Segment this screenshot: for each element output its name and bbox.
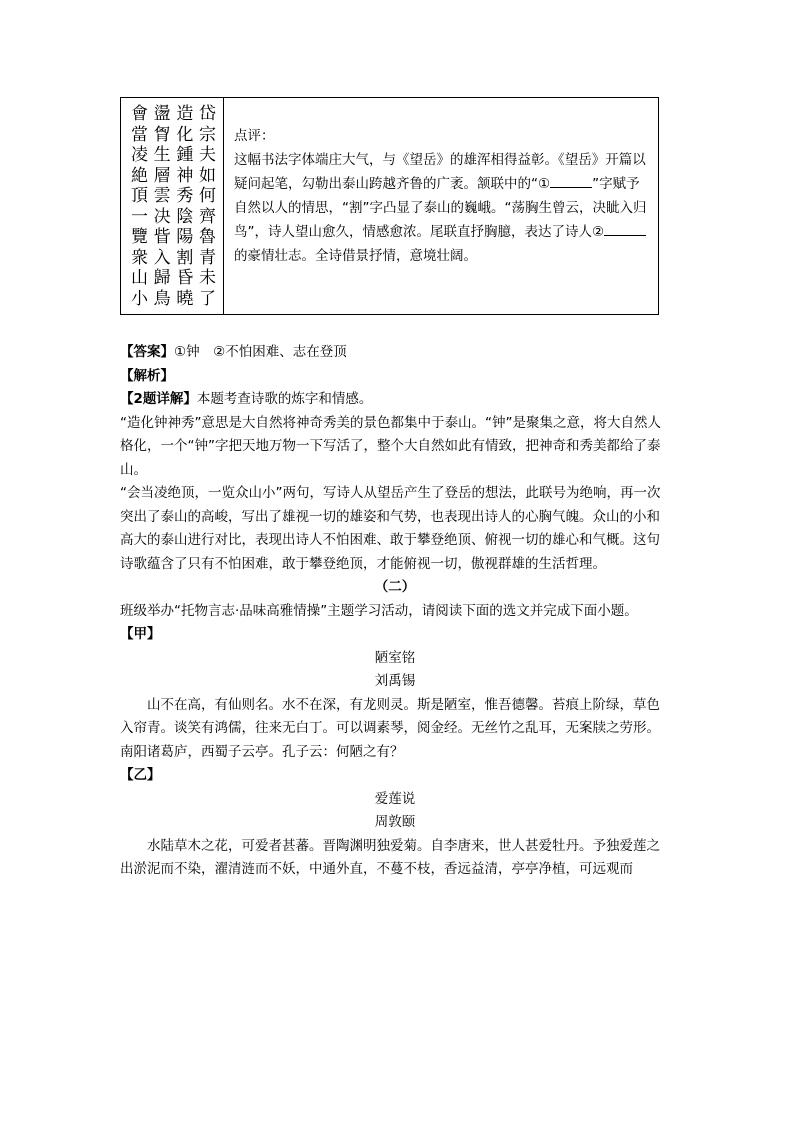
calligraphy-char: 如	[198, 165, 216, 186]
calligraphy-char: 鍾	[176, 145, 194, 165]
calligraphy-char: 衆	[131, 247, 148, 268]
calligraphy-char: 雲	[153, 186, 171, 206]
calligraphy-char: 岱	[198, 104, 216, 124]
calligraphy-char: 頂	[131, 186, 148, 206]
analysis-label: 【解析】	[120, 367, 174, 384]
calligraphy-char: 鳥	[153, 288, 171, 309]
comment-label: 点评：	[234, 128, 275, 144]
yi-author: 周敦颐	[374, 814, 416, 830]
calligraphy-char: 一	[131, 206, 148, 227]
calligraphy-column	[175, 104, 194, 309]
calligraphy-char: 陰	[176, 206, 194, 227]
fill-blank-2[interactable]	[604, 221, 646, 236]
jia-label: 【甲】	[120, 626, 161, 642]
calligraphy-char: 青	[198, 247, 216, 268]
calligraphy-char: 眥	[153, 227, 171, 247]
calligraphy-char: 未	[198, 268, 216, 288]
calligraphy-char: 生	[153, 145, 171, 165]
calligraphy-table	[120, 97, 659, 315]
calligraphy-char: 神	[176, 165, 194, 186]
calligraphy-char: 曉	[176, 288, 194, 309]
calligraphy-char: 造	[176, 104, 194, 124]
calligraphy-column	[153, 104, 172, 309]
jia-title: 陋室铭	[374, 649, 416, 666]
section-intro: 班级举办“托物言志·品味高雅情操”主题学习活动，请阅读下面的选文并完成下面小题。	[120, 602, 638, 619]
calligraphy-char: 了	[198, 288, 216, 309]
calligraphy-image	[121, 98, 224, 314]
calligraphy-column	[198, 104, 217, 309]
analysis-paragraph-1: “造化钟神秀”意思是大自然将神奇秀美的景色都集中于泰山。“钟”是聚集之意，将大自然人格化，一个“钟”字把天地万物一下写活了，整个大自然如此有情致，把神奇和秀美都给了泰山。	[120, 414, 661, 478]
calligraphy-char: 入	[153, 247, 171, 268]
jia-author: 刘禹锡	[374, 673, 416, 689]
calligraphy-char: 化	[176, 124, 194, 145]
calligraphy-char: 秀	[176, 186, 194, 206]
calligraphy-char: 當	[131, 124, 148, 145]
calligraphy-char: 齊	[198, 206, 216, 227]
yi-text: 水陆草木之花，可爱者甚蕃。晋陶渊明独爱菊。自李唐来，世人甚爱牡丹。予独爱莲之出淤泥而不染，濯清涟而不妖，中通外直，不蔓不枝，香远益清，亭亭净植，可远观而	[120, 837, 660, 877]
analysis-detail-label: 【2题详解】	[120, 391, 197, 407]
calligraphy-char: 魯	[198, 227, 216, 247]
calligraphy-char: 昏	[176, 268, 194, 288]
analysis-paragraph-2: “会当凌绝顶，一览众山小”两句，写诗人从望岳产生了登岳的想法，此联号为绝响，再一次突出了泰山的高峻，写出了雄视一切的雄姿和气势，也表现出诗人的心胸气魄。众山的小和高大的泰山进行对比，表现出诗人不怕困难、敢于攀登绝顶、俯视一切的雄心和气概。这句诗歌蕴含了只有不怕困难，敢于攀登绝顶，才能俯视一切，傲视群雄的生活哲理。	[120, 485, 661, 572]
fill-blank-1[interactable]	[550, 173, 592, 188]
calligraphy-char: 歸	[153, 268, 171, 288]
calligraphy-char: 决	[153, 206, 171, 227]
calligraphy-char: 山	[131, 268, 148, 288]
calligraphy-column	[130, 104, 149, 309]
calligraphy-char: 小	[131, 288, 148, 309]
answer-label: 【答案】	[120, 344, 174, 360]
calligraphy-char: 何	[198, 186, 216, 206]
analysis-detail	[120, 388, 670, 412]
comment-cell	[224, 98, 658, 314]
comment-text-part-1: 这幅书法字体端庄大气，与《望岳》的雄浑相得益彰。《望岳》开篇以疑问起笔，勾勒出泰山跨越齐鲁的广袤。颔联中的“①	[234, 152, 646, 192]
comment-text	[234, 148, 650, 268]
calligraphy-char: 盪	[153, 104, 171, 124]
analysis-detail-text: 本题考查诗歌的炼字和情感。	[196, 391, 373, 407]
calligraphy-char: 絶	[131, 165, 148, 186]
section-heading: （二）	[374, 579, 416, 595]
calligraphy-char: 割	[176, 247, 194, 268]
calligraphy-char: 胷	[153, 124, 171, 145]
calligraphy-char: 宗	[198, 124, 216, 145]
jia-text: 山不在高，有仙则名。水不在深，有龙则灵。斯是陋室，惟吾德馨。苔痕上阶绿，草色入帘青。谈笑有鸿儒，往来无白丁。可以调素琴，阅金经。无丝竹之乱耳，无案牍之劳形。南阳诸葛庐，西蜀子云亭。孔子云：何陋之有？	[120, 696, 660, 760]
yi-label: 【乙】	[120, 767, 161, 783]
calligraphy-columns	[130, 104, 217, 309]
calligraphy-char: 陽	[176, 227, 194, 247]
calligraphy-char: 會	[131, 104, 148, 124]
comment-text-part-2: ”字赋予自然以人的情思，“割”字凸显了泰山的巍峨。“荡胸生曾云，决眦入归鸟”，诗人望山愈久，情感愈浓。尾联直抒胸臆，表达了诗人②	[234, 176, 647, 240]
main-content	[120, 341, 670, 882]
calligraphy-char: 凌	[131, 145, 148, 165]
answer-text: ①钟 ②不怕困难、志在登顶	[174, 344, 347, 360]
answer-line	[120, 341, 670, 365]
calligraphy-char: 層	[153, 165, 171, 186]
calligraphy-char: 夫	[198, 145, 216, 165]
yi-title: 爱莲说	[374, 790, 416, 807]
calligraphy-char: 覽	[131, 227, 148, 247]
comment-text-part-3: 的豪情壮志。全诗借景抒情，意境壮阔。	[234, 248, 477, 264]
